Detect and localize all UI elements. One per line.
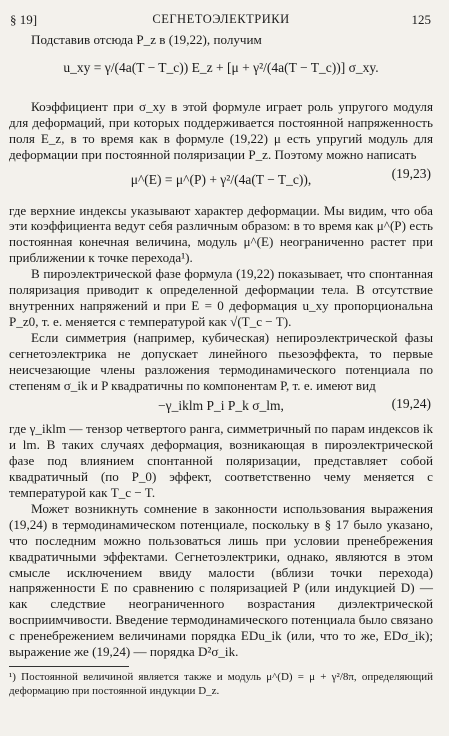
paragraph-5: Если симметрия (например, кубическая) непироэлектрической фазы сегнетоэлектрика не допускает линейного пьезоэффекта, то первые неисчезающие члены разложения термодинамического потенциала по степеням σ_ik и P квадратичны по компонентам P, т. е. имеют вид: [9, 329, 433, 393]
equation-number-19-23: (19,23): [391, 165, 431, 181]
paragraph-4: В пироэлектрической фазе формула (19,22) показывает, что спонтанная поляризация приводит к определенной деформации тела. В отсутствие внутренних напряжений и при E = 0 деформация u_xy пропорциональна P_z0, т. е. меняется с температурой как √(T_c − T).: [9, 266, 433, 329]
footnote: ¹) Постоянной величиной является также и модуль μ^(D) = μ + γ²/8π, определяющий деформацию при постоянной индукции D_z.: [9, 671, 433, 697]
page-header: [9, 10, 433, 32]
paragraph-7: Может возникнуть сомнение в законности использования выражения (19,24) в термодинамическом потенциале, поскольку в § 17 было указано, что последним можно пользоваться лишь при условии пренебрежения квадратичными эффектами. Сегнетоэлектрики, однако, являются в этом смысле исключением ввиду малости (вблизи точки перехода) напряженности E по сравнению с поляризацией P (или индукцией D) — как следствие неограниченного возрастания диэлектрической восприимчивости. Введение термодинамического потенциала было связано с пренебрежением величинами порядка EDu_ik (или, что то же, EDσ_ik); выражение же (19,24) — порядка D²σ_ik.: [9, 500, 433, 660]
formula-u-xy-body: u_xy = γ/(4a(T − T_c)) E_z + [μ + γ²/(4a(T − T_c))] σ_xy.: [63, 59, 379, 75]
page-number: 125: [411, 12, 431, 27]
formula-19-23: [9, 163, 433, 197]
formula-19-23-body: μ^(E) = μ^(P) + γ²/(4a(T − T_c)),: [130, 171, 312, 187]
running-title: СЕГНЕТОЭЛЕКТРИКИ: [152, 12, 290, 26]
paragraph-6: где γ_iklm — тензор четвертого ранга, симметричный по парам индексов ik и lm. В таких случаях деформация, возникающая в пироэлектрической фазе под влиянием спонтанной поляризации, представляет собой квадратичный (по P_0) эффект, соответственно чему меняется с температурой как T_c − T.: [9, 421, 433, 501]
section-marker: § 19]: [10, 12, 38, 27]
formula-u-xy: [9, 48, 433, 91]
footnote-divider: [9, 666, 129, 667]
paragraph-2: Коэффициент при σ_xy в этой формуле играет роль упругого модуля для деформаций, при которых поддерживается постоянной напряженность поля E_z, в то время как в формуле (19,22) μ есть упругий модуль для деформации при постоянной поляризации P_z. Поэтому можно написать: [9, 98, 433, 162]
equation-number-19-24: (19,24): [391, 396, 431, 412]
formula-19-24-body: −γ_iklm P_i P_k σ_lm,: [158, 398, 284, 414]
formula-19-24: [9, 393, 433, 417]
paragraph-3: где верхние индексы указывают характер деформации. Мы видим, что оба эти коэффициента ведут себя различным образом: в то время как μ^(P) есть постоянная конечная величина, модуль μ^(E) неограниченно растет при приближении к точке перехода¹).: [9, 202, 433, 266]
paragraph-1: Подставив отсюда P_z в (19,22), получим: [31, 32, 262, 47]
